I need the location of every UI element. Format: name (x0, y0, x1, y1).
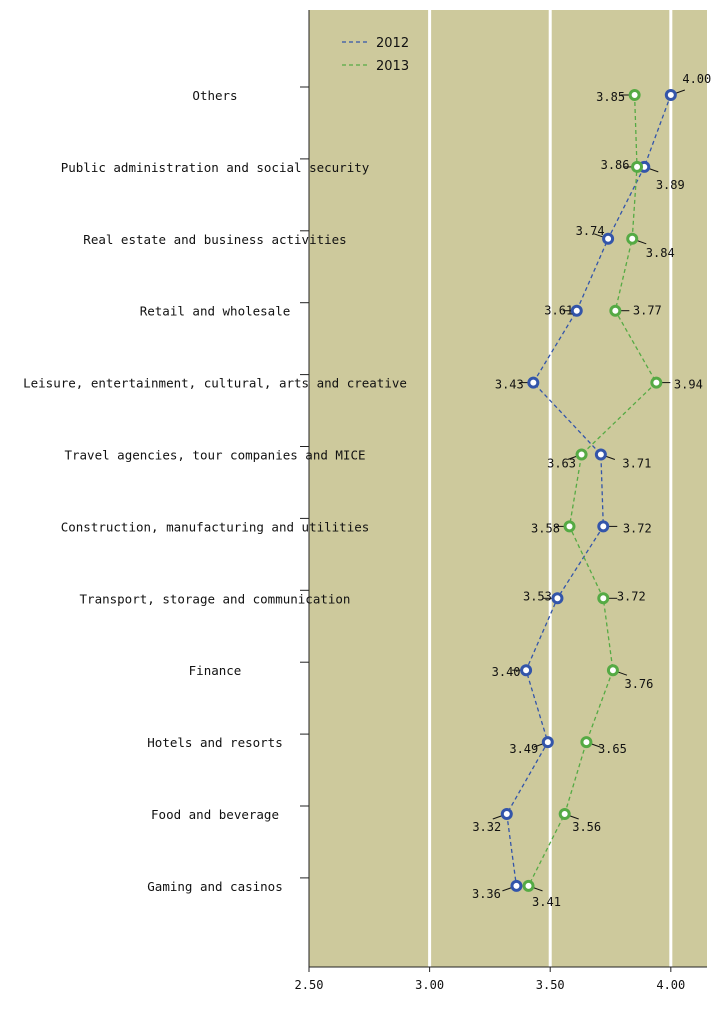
category-label: Real estate and business activities (83, 231, 347, 247)
value-label-2012: 3.49 (509, 742, 539, 757)
point-2012 (604, 234, 613, 243)
value-label-2013: 3.86 (600, 157, 630, 172)
value-label-2013: 3.65 (597, 742, 627, 757)
point-2012 (596, 450, 605, 459)
point-2012 (553, 594, 562, 603)
category-label: Public administration and social security (60, 159, 370, 175)
point-2013 (565, 522, 574, 531)
category-label: Finance (188, 663, 242, 679)
value-label-2012: 3.74 (575, 223, 605, 238)
value-label-2012: 3.61 (544, 303, 574, 318)
x-tick-label: 3.00 (415, 978, 445, 992)
point-2012 (599, 522, 608, 531)
category-label: Transport, storage and communication (79, 591, 351, 607)
value-label-2012: 4.00 (682, 72, 712, 86)
point-2013 (633, 162, 642, 171)
point-2012 (522, 666, 531, 675)
value-label-2013: 3.72 (616, 589, 646, 604)
value-label-2012: 3.40 (491, 665, 521, 680)
x-tick-label: 3.50 (535, 978, 565, 992)
point-2013 (628, 234, 637, 243)
value-label-2012: 3.71 (622, 456, 652, 471)
value-label-2012: 3.89 (655, 177, 685, 192)
category-label: Food and beverage (151, 807, 279, 822)
value-label-2013: 3.63 (547, 456, 577, 471)
point-2013 (577, 450, 586, 459)
point-2012 (529, 378, 538, 387)
point-2013 (608, 666, 617, 675)
category-label: Hotels and resorts (147, 735, 283, 751)
value-label-2013: 3.56 (572, 820, 602, 834)
point-2012 (666, 91, 675, 100)
value-label-2012: 3.43 (494, 377, 524, 392)
x-tick-label: 2.50 (294, 978, 324, 992)
point-2012 (572, 306, 581, 315)
category-label: Gaming and casinos (147, 878, 283, 894)
point-2012 (502, 810, 511, 819)
point-2013 (560, 810, 569, 819)
category-label: Others (192, 88, 238, 103)
x-tick-label: 4.00 (656, 978, 686, 992)
category-label: Leisure, entertainment, cultural, arts and creative (23, 375, 407, 391)
point-2013 (582, 738, 591, 747)
value-label-2013: 3.41 (532, 894, 561, 909)
value-label-2013: 3.76 (624, 677, 654, 692)
value-label-2012: 3.36 (471, 886, 501, 901)
category-label: Construction, manufacturing and utilities (60, 519, 370, 535)
value-label-2013: 3.77 (632, 303, 662, 318)
legend-label: 2013 (376, 59, 410, 74)
value-label-2013: 3.84 (645, 245, 675, 260)
category-label: Retail and wholesale (139, 303, 291, 319)
point-2013 (599, 594, 608, 603)
point-2013 (652, 378, 661, 387)
value-label-2013: 3.58 (531, 521, 560, 536)
legend-label: 2012 (376, 36, 410, 51)
point-2013 (524, 881, 533, 890)
value-label-2012: 3.72 (622, 521, 652, 536)
value-label-2012: 3.32 (472, 820, 502, 834)
category-label: Travel agencies, tour companies and MICE (64, 447, 366, 463)
value-label-2012: 3.53 (522, 589, 552, 604)
point-2012 (512, 881, 521, 890)
value-label-2013: 3.94 (673, 377, 703, 392)
point-2013 (611, 306, 620, 315)
value-label-2013: 3.85 (596, 90, 626, 104)
point-2012 (543, 738, 552, 747)
point-2013 (630, 91, 639, 100)
